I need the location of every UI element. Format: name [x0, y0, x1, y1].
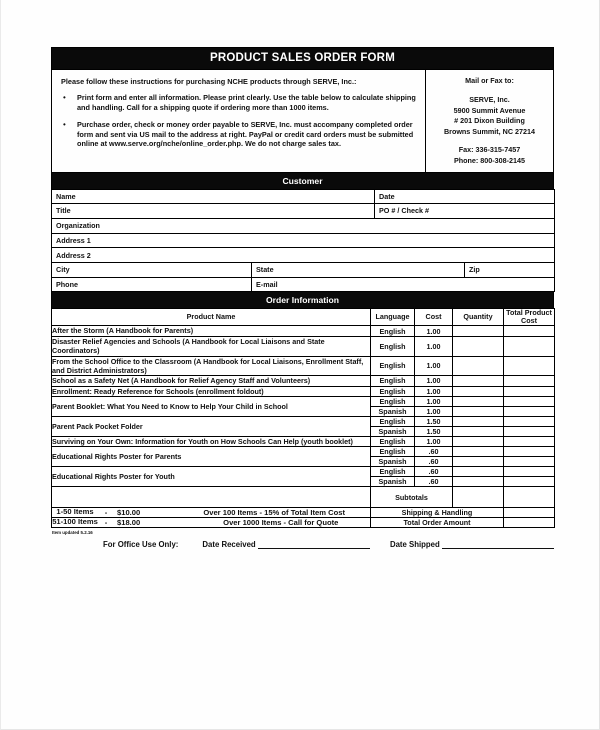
- shipping-header-row: [52, 487, 555, 507]
- total-cost-input-cell[interactable]: [504, 426, 555, 436]
- quantity-input-cell[interactable]: [453, 477, 504, 487]
- table-row: [52, 396, 555, 406]
- tier-1-quantity: 1-50 Items: [56, 506, 94, 516]
- total-cost-input-cell[interactable]: [504, 386, 555, 396]
- table-row: [52, 263, 555, 278]
- table-row: [52, 326, 555, 336]
- bullet-icon: •: [63, 119, 66, 129]
- field-label-city[interactable]: City: [52, 263, 252, 278]
- product-language: English: [371, 416, 415, 426]
- field-label-email[interactable]: E-mail: [252, 277, 555, 292]
- date-shipped-field[interactable]: [442, 540, 554, 549]
- shipping-title: Shipping and Handling: [171, 487, 251, 497]
- field-label-title[interactable]: Title: [52, 204, 375, 219]
- shipping-and-handling-banner: [52, 487, 371, 507]
- product-name: Educational Rights Poster for Parents: [52, 447, 371, 467]
- tier-2-price: $18.00: [117, 517, 141, 527]
- customer-section-header: Customer: [51, 173, 554, 189]
- company-street: 5900 Summit Avenue: [453, 105, 526, 115]
- field-label-name[interactable]: Name: [52, 189, 375, 204]
- total-cost-input-cell[interactable]: [504, 326, 555, 336]
- tier-1-dash: -: [104, 507, 108, 517]
- shipping-note-2: Over 1000 Items - Call for Quote: [223, 517, 339, 527]
- form-title: PRODUCT SALES ORDER FORM: [51, 47, 554, 69]
- product-language: English: [371, 336, 415, 356]
- product-name: Parent Booklet: What You Need to Know to Help Your Child in School: [52, 396, 371, 416]
- shipping-tier-1: [52, 507, 371, 517]
- order-information-section-header: Order Information: [51, 292, 554, 308]
- date-received-field[interactable]: [258, 540, 370, 549]
- product-cost: .60: [415, 467, 453, 477]
- tier-2-quantity: 51-100 Items: [52, 516, 98, 526]
- bullet-icon: •: [63, 93, 66, 103]
- total-order-amount-cell[interactable]: [504, 517, 555, 527]
- shipping-subtitle: Orders Ship Fed Ex Ground. Alaska and Hawaii orders: call for quote: [93, 497, 329, 507]
- total-cost-input-cell[interactable]: [504, 436, 555, 446]
- product-name: Enrollment: Ready Reference for Schools (enrollment foldout): [52, 386, 371, 396]
- quantity-input-cell[interactable]: [453, 356, 504, 376]
- column-header-quantity: Quantity: [453, 308, 504, 326]
- product-cost: 1.50: [415, 416, 453, 426]
- company-city-state-zip: Browns Summit, NC 27214: [443, 126, 536, 136]
- customer-table: [51, 189, 555, 293]
- quantity-input-cell[interactable]: [453, 426, 504, 436]
- product-cost: 1.00: [415, 326, 453, 336]
- product-language: English: [371, 356, 415, 376]
- table-row: [52, 248, 555, 263]
- product-language: English: [371, 467, 415, 477]
- total-order-amount-label: Total Order Amount: [371, 517, 504, 527]
- field-label-zip[interactable]: Zip: [465, 263, 555, 278]
- field-label-address1[interactable]: Address 1: [52, 233, 555, 248]
- total-cost-input-cell[interactable]: [504, 477, 555, 487]
- table-row: [52, 416, 555, 426]
- table-row: [52, 376, 555, 386]
- office-use-label: For Office Use Only:: [103, 539, 179, 549]
- product-name: Disaster Relief Agencies and Schools (A Handbook for Local Liaisons and State Coordinators): [52, 336, 371, 356]
- table-row: [52, 467, 555, 477]
- total-cost-input-cell[interactable]: [504, 406, 555, 416]
- table-row: [52, 189, 555, 204]
- table-row: [52, 436, 555, 446]
- quantity-input-cell[interactable]: [453, 467, 504, 477]
- product-cost: .60: [415, 457, 453, 467]
- product-language: English: [371, 436, 415, 446]
- product-cost: 1.00: [415, 436, 453, 446]
- quantity-input-cell[interactable]: [453, 386, 504, 396]
- office-use-row: [51, 540, 554, 549]
- product-name: Educational Rights Poster for Youth: [52, 467, 371, 487]
- item-updated-note: Item updated 5.2.16: [52, 529, 93, 535]
- quantity-input-cell[interactable]: [453, 447, 504, 457]
- shipping-tier-row-1: [52, 507, 555, 517]
- total-cost-input-cell[interactable]: [504, 467, 555, 477]
- mail-fax-block: [426, 70, 553, 172]
- instruction-bullet-1: [61, 93, 417, 113]
- table-row: [52, 233, 555, 248]
- product-cost: 1.00: [415, 336, 453, 356]
- company-suite: # 201 Dixon Building: [454, 116, 525, 126]
- instructions-lead: Please follow these instructions for purchasing NCHE products through SERVE, Inc.:: [61, 77, 357, 86]
- product-language: English: [371, 396, 415, 406]
- instruction-bullet-2: [61, 120, 417, 150]
- product-name: After the Storm (A Handbook for Parents): [52, 326, 371, 336]
- field-label-date[interactable]: Date: [375, 189, 555, 204]
- company-name: SERVE, Inc.: [469, 95, 510, 105]
- product-cost: 1.00: [415, 386, 453, 396]
- column-header-product-name: Product Name: [52, 308, 371, 326]
- field-label-phone[interactable]: Phone: [52, 277, 252, 292]
- shipping-handling-amount-cell[interactable]: [504, 507, 555, 517]
- table-row: [52, 204, 555, 219]
- quantity-input-cell[interactable]: [453, 336, 504, 356]
- shipping-tier-row-2: [52, 517, 555, 527]
- total-cost-input-cell[interactable]: [504, 396, 555, 406]
- product-language: English: [371, 376, 415, 386]
- field-label-po-check[interactable]: PO # / Check #: [375, 204, 555, 219]
- instruction-bullet-1-text: Print form and enter all information. Please print clearly. Use the table below to calculate shipping and handling. Call for a shipping quote if ordering more than 1000 items.: [77, 93, 416, 112]
- table-row: [52, 336, 555, 356]
- total-cost-input-cell[interactable]: [504, 336, 555, 356]
- product-sales-order-form: [51, 47, 554, 549]
- product-name: From the School Office to the Classroom (A Handbook for Local Liaisons, Enrollment Staff, and District Administrators): [52, 356, 371, 376]
- product-language: English: [371, 447, 415, 457]
- product-language: English: [371, 326, 415, 336]
- shipping-tier-2: [52, 517, 371, 527]
- table-row: [52, 277, 555, 292]
- total-cost-input-cell[interactable]: [504, 376, 555, 386]
- quantity-input-cell[interactable]: [453, 376, 504, 386]
- column-header-language: Language: [371, 308, 415, 326]
- product-cost: .60: [415, 447, 453, 457]
- tier-1-price: $10.00: [117, 507, 141, 517]
- product-language: Spanish: [371, 477, 415, 487]
- column-header-total-product-cost: Total Product Cost: [504, 308, 555, 326]
- date-received-label: Date Received: [202, 539, 256, 549]
- product-name: Surviving on Your Own: Information for Youth on How Schools Can Help (youth booklet): [52, 436, 371, 446]
- subtotals-label: Subtotals: [371, 487, 453, 507]
- total-cost-input-cell[interactable]: [504, 447, 555, 457]
- quantity-input-cell[interactable]: [453, 396, 504, 406]
- subtotals-quantity-cell[interactable]: [453, 487, 504, 507]
- order-table-header-row: [52, 308, 555, 326]
- order-items-table: [51, 308, 555, 528]
- shipping-note-1: Over 100 Items - 15% of Total Item Cost: [203, 507, 345, 517]
- product-cost: .60: [415, 477, 453, 487]
- field-label-state[interactable]: State: [252, 263, 465, 278]
- product-cost: 1.00: [415, 376, 453, 386]
- address-spacer: [430, 137, 549, 145]
- instructions-left: [52, 70, 426, 172]
- table-row: [52, 218, 555, 233]
- company-fax: Fax: 336-315-7457: [458, 145, 521, 155]
- instruction-bullet-2-text: Purchase order, check or money order payable to SERVE, Inc. must accompany completed order form and sent via US mail to the address at right. PayPal or credit card orders must be submitted online at www.serve.org/nche/online_order.php. We do not charge sales tax.: [77, 119, 414, 149]
- table-row: [52, 386, 555, 396]
- table-row: [52, 447, 555, 457]
- column-header-cost: Cost: [415, 308, 453, 326]
- quantity-input-cell[interactable]: [453, 326, 504, 336]
- shipping-handling-label: Shipping & Handling: [371, 507, 504, 517]
- product-cost: 1.00: [415, 356, 453, 376]
- product-language: Spanish: [371, 457, 415, 467]
- product-cost: 1.00: [415, 406, 453, 416]
- total-cost-input-cell[interactable]: [504, 416, 555, 426]
- quantity-input-cell[interactable]: [453, 436, 504, 446]
- subtotals-amount-cell[interactable]: [504, 487, 555, 507]
- product-language: Spanish: [371, 406, 415, 416]
- instructions-block: [51, 69, 554, 173]
- total-cost-input-cell[interactable]: [504, 356, 555, 376]
- product-language: Spanish: [371, 426, 415, 436]
- quantity-input-cell[interactable]: [453, 457, 504, 467]
- company-phone: Phone: 800-308-2145: [453, 155, 526, 165]
- quantity-input-cell[interactable]: [453, 406, 504, 416]
- product-name: School as a Safety Net (A Handbook for Relief Agency Staff and Volunteers): [52, 376, 371, 386]
- date-shipped-label: Date Shipped: [389, 539, 440, 549]
- product-language: English: [371, 386, 415, 396]
- table-row: [52, 356, 555, 376]
- total-cost-input-cell[interactable]: [504, 457, 555, 467]
- tier-2-dash: -: [104, 517, 108, 527]
- field-label-organization[interactable]: Organization: [52, 218, 555, 233]
- order-table-body: [52, 326, 555, 527]
- product-cost: 1.00: [415, 396, 453, 406]
- field-label-address2[interactable]: Address 2: [52, 248, 555, 263]
- product-name: Parent Pack Pocket Folder: [52, 416, 371, 436]
- quantity-input-cell[interactable]: [453, 416, 504, 426]
- mail-or-fax-heading: Mail or Fax to:: [465, 76, 514, 85]
- product-cost: 1.50: [415, 426, 453, 436]
